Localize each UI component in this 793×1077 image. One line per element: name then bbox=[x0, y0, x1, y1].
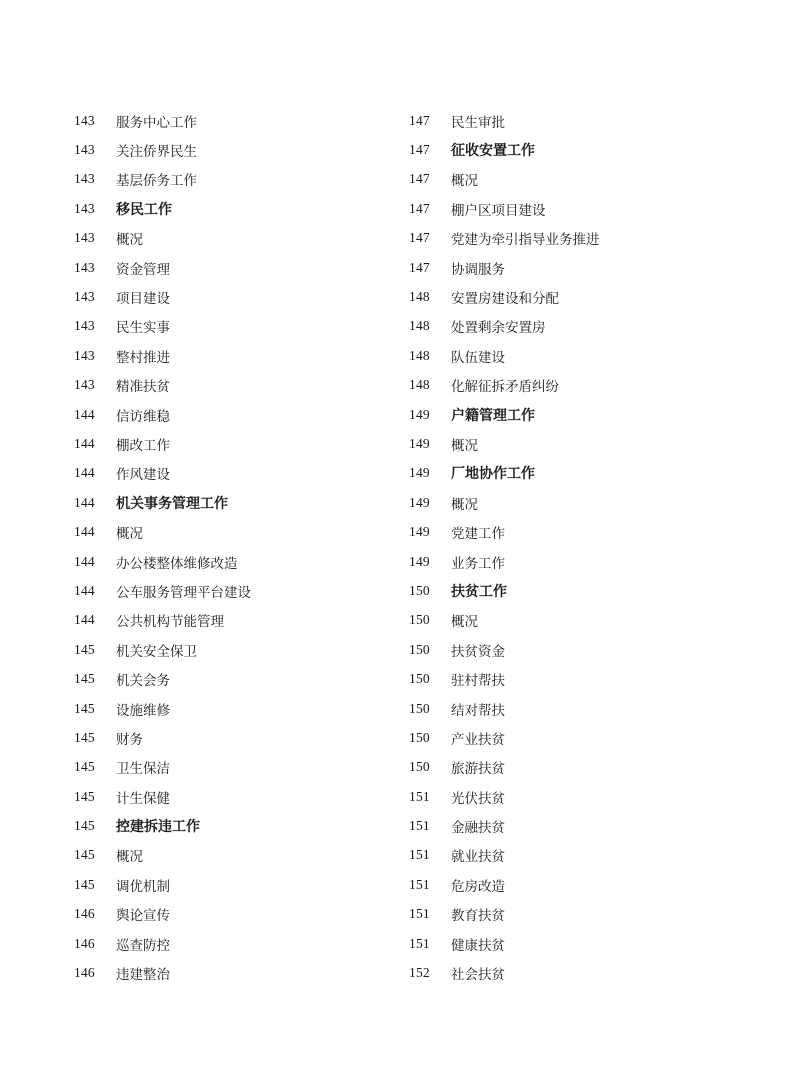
toc-entry bbox=[409, 194, 729, 223]
toc-right-column bbox=[409, 106, 729, 988]
toc-section-title: 控建拆违工作 bbox=[116, 819, 200, 836]
toc-entry bbox=[74, 282, 394, 311]
toc-entry-title: 概况 bbox=[116, 232, 143, 249]
toc-entry-title: 党建为牵引指导业务推进 bbox=[451, 232, 600, 249]
toc-entry bbox=[74, 841, 394, 870]
toc-entry-title: 违建整治 bbox=[116, 967, 170, 984]
toc-entry-title: 概况 bbox=[451, 437, 478, 454]
toc-entry bbox=[74, 870, 394, 899]
toc-entry bbox=[409, 782, 729, 811]
toc-entry-title: 卫生保洁 bbox=[116, 761, 170, 778]
toc-entry bbox=[74, 958, 394, 987]
toc-entry bbox=[74, 782, 394, 811]
toc-page-number: 145 bbox=[74, 788, 95, 804]
toc-entry bbox=[74, 723, 394, 752]
toc-page-number: 144 bbox=[74, 465, 95, 481]
toc-section-title: 机关事务管理工作 bbox=[116, 495, 228, 512]
toc-entry bbox=[409, 282, 729, 311]
toc-entry-title: 棚户区项目建设 bbox=[451, 202, 546, 219]
toc-page-number: 144 bbox=[74, 582, 95, 598]
toc-entry bbox=[409, 341, 729, 370]
toc-entry-title: 概况 bbox=[116, 849, 143, 866]
toc-entry-title: 基层侨务工作 bbox=[116, 173, 197, 190]
toc-page-number: 149 bbox=[409, 524, 430, 540]
toc-entry-title: 棚改工作 bbox=[116, 437, 170, 454]
toc-entry-title: 资金管理 bbox=[116, 261, 170, 278]
toc-left-column bbox=[74, 106, 394, 988]
toc-entry-title: 就业扶贫 bbox=[451, 849, 505, 866]
toc-page-number: 150 bbox=[409, 729, 430, 745]
toc-entry bbox=[74, 664, 394, 693]
toc-entry-title: 精准扶贫 bbox=[116, 379, 170, 396]
toc-page-number: 145 bbox=[74, 847, 95, 863]
toc-page-number: 151 bbox=[409, 876, 430, 892]
toc-page-number: 143 bbox=[74, 347, 95, 363]
toc-entry-title: 概况 bbox=[451, 496, 478, 513]
toc-entry-title: 安置房建设和分配 bbox=[451, 291, 559, 308]
toc-entry-title: 光伏扶贫 bbox=[451, 790, 505, 807]
toc-page-number: 151 bbox=[409, 935, 430, 951]
toc-page-number: 143 bbox=[74, 377, 95, 393]
toc-section-title: 征收安置工作 bbox=[451, 143, 535, 160]
toc-page-number: 145 bbox=[74, 818, 95, 834]
toc-entry bbox=[409, 811, 729, 840]
toc-entry-title: 民生审批 bbox=[451, 114, 505, 131]
toc-page-number: 144 bbox=[74, 435, 95, 451]
toc-entry bbox=[409, 429, 729, 458]
toc-page-number: 149 bbox=[409, 406, 430, 422]
toc-entry bbox=[409, 635, 729, 664]
toc-entry-title: 处置剩余安置房 bbox=[451, 320, 546, 337]
toc-entry-title: 业务工作 bbox=[451, 555, 505, 572]
toc-page-number: 145 bbox=[74, 876, 95, 892]
table-of-contents bbox=[0, 106, 793, 996]
toc-entry bbox=[74, 753, 394, 782]
toc-entry bbox=[409, 224, 729, 253]
toc-entry-title: 概况 bbox=[451, 173, 478, 190]
toc-entry-title: 化解征拆矛盾纠纷 bbox=[451, 379, 559, 396]
toc-entry bbox=[74, 694, 394, 723]
toc-page-number: 150 bbox=[409, 582, 430, 598]
toc-entry-title: 金融扶贫 bbox=[451, 820, 505, 837]
toc-entry bbox=[74, 341, 394, 370]
toc-entry bbox=[74, 459, 394, 488]
toc-entry bbox=[74, 929, 394, 958]
toc-section-title: 户籍管理工作 bbox=[451, 407, 535, 424]
toc-page-number: 150 bbox=[409, 671, 430, 687]
toc-entry bbox=[74, 900, 394, 929]
toc-entry-title: 办公楼整体维修改造 bbox=[116, 555, 238, 572]
toc-page-number: 146 bbox=[74, 906, 95, 922]
toc-entry bbox=[409, 371, 729, 400]
toc-section-title: 移民工作 bbox=[116, 201, 172, 218]
toc-entry-title: 健康扶贫 bbox=[451, 937, 505, 954]
toc-section-heading bbox=[74, 194, 394, 223]
toc-entry bbox=[409, 253, 729, 282]
toc-entry-title: 民生实事 bbox=[116, 320, 170, 337]
toc-page-number: 151 bbox=[409, 906, 430, 922]
toc-section-heading bbox=[74, 811, 394, 840]
toc-entry-title: 党建工作 bbox=[451, 526, 505, 543]
toc-entry bbox=[74, 135, 394, 164]
toc-entry bbox=[409, 723, 729, 752]
toc-entry bbox=[409, 606, 729, 635]
toc-entry bbox=[74, 224, 394, 253]
toc-entry-title: 设施维修 bbox=[116, 702, 170, 719]
toc-entry-title: 项目建设 bbox=[116, 291, 170, 308]
toc-page-number: 148 bbox=[409, 318, 430, 334]
toc-entry bbox=[409, 753, 729, 782]
toc-page-number: 145 bbox=[74, 671, 95, 687]
toc-entry bbox=[74, 371, 394, 400]
toc-entry-title: 公车服务管理平台建设 bbox=[116, 584, 251, 601]
toc-entry bbox=[409, 841, 729, 870]
toc-entry-title: 旅游扶贫 bbox=[451, 761, 505, 778]
toc-entry-title: 机关安全保卫 bbox=[116, 643, 197, 660]
toc-entry bbox=[409, 929, 729, 958]
toc-entry-title: 计生保健 bbox=[116, 790, 170, 807]
toc-entry bbox=[74, 517, 394, 546]
toc-page-number: 145 bbox=[74, 700, 95, 716]
toc-entry bbox=[74, 253, 394, 282]
toc-entry-title: 概况 bbox=[116, 526, 143, 543]
toc-page-number: 143 bbox=[74, 171, 95, 187]
toc-entry-title: 队伍建设 bbox=[451, 349, 505, 366]
toc-entry bbox=[409, 694, 729, 723]
toc-entry bbox=[409, 547, 729, 576]
toc-entry-title: 调优机制 bbox=[116, 878, 170, 895]
toc-entry-title: 协调服务 bbox=[451, 261, 505, 278]
toc-entry bbox=[74, 312, 394, 341]
toc-page-number: 145 bbox=[74, 729, 95, 745]
toc-page-number: 152 bbox=[409, 965, 430, 981]
toc-entry-title: 公共机构节能管理 bbox=[116, 614, 224, 631]
toc-entry bbox=[74, 606, 394, 635]
toc-entry-title: 社会扶贫 bbox=[451, 967, 505, 984]
toc-entry bbox=[74, 547, 394, 576]
toc-page-number: 149 bbox=[409, 494, 430, 510]
toc-entry-title: 整村推进 bbox=[116, 349, 170, 366]
toc-page-number: 146 bbox=[74, 965, 95, 981]
toc-entry bbox=[409, 517, 729, 546]
toc-entry-title: 服务中心工作 bbox=[116, 114, 197, 131]
toc-section-heading bbox=[409, 576, 729, 605]
toc-entry bbox=[409, 488, 729, 517]
toc-entry-title: 关注侨界民生 bbox=[116, 144, 197, 161]
toc-entry bbox=[74, 429, 394, 458]
toc-entry bbox=[74, 635, 394, 664]
toc-page-number: 144 bbox=[74, 553, 95, 569]
toc-entry bbox=[74, 400, 394, 429]
toc-section-heading bbox=[409, 400, 729, 429]
toc-page-number: 146 bbox=[74, 935, 95, 951]
toc-entry bbox=[409, 900, 729, 929]
toc-entry bbox=[409, 958, 729, 987]
toc-page-number: 150 bbox=[409, 700, 430, 716]
toc-section-heading bbox=[74, 488, 394, 517]
toc-page-number: 151 bbox=[409, 818, 430, 834]
toc-page-number: 151 bbox=[409, 847, 430, 863]
toc-entry-title: 财务 bbox=[116, 731, 143, 748]
toc-page-number: 143 bbox=[74, 142, 95, 158]
toc-page-number: 144 bbox=[74, 524, 95, 540]
toc-page-number: 144 bbox=[74, 406, 95, 422]
toc-entry-title: 舆论宣传 bbox=[116, 908, 170, 925]
toc-page-number: 149 bbox=[409, 435, 430, 451]
toc-section-heading bbox=[409, 459, 729, 488]
toc-entry-title: 驻村帮扶 bbox=[451, 673, 505, 690]
toc-page-number: 147 bbox=[409, 259, 430, 275]
toc-entry-title: 机关会务 bbox=[116, 673, 170, 690]
toc-page-number: 147 bbox=[409, 112, 430, 128]
toc-entry-title: 作风建设 bbox=[116, 467, 170, 484]
toc-entry-title: 结对帮扶 bbox=[451, 702, 505, 719]
toc-section-title: 扶贫工作 bbox=[451, 583, 507, 600]
toc-entry-title: 产业扶贫 bbox=[451, 731, 505, 748]
toc-page-number: 147 bbox=[409, 200, 430, 216]
toc-page-number: 147 bbox=[409, 171, 430, 187]
toc-page-number: 143 bbox=[74, 289, 95, 305]
toc-entry bbox=[409, 664, 729, 693]
toc-entry bbox=[74, 165, 394, 194]
toc-page-number: 144 bbox=[74, 494, 95, 510]
toc-page-number: 149 bbox=[409, 553, 430, 569]
toc-page-number: 148 bbox=[409, 289, 430, 305]
toc-page-number: 143 bbox=[74, 200, 95, 216]
toc-page-number: 148 bbox=[409, 377, 430, 393]
toc-entry bbox=[74, 106, 394, 135]
toc-entry-title: 巡查防控 bbox=[116, 937, 170, 954]
toc-entry bbox=[409, 106, 729, 135]
toc-page-number: 144 bbox=[74, 612, 95, 628]
toc-entry-title: 概况 bbox=[451, 614, 478, 631]
toc-page-number: 151 bbox=[409, 788, 430, 804]
toc-section-title: 厂地协作工作 bbox=[451, 466, 535, 483]
toc-page-number: 145 bbox=[74, 641, 95, 657]
toc-page-number: 143 bbox=[74, 318, 95, 334]
toc-page-number: 143 bbox=[74, 112, 95, 128]
toc-entry-title: 教育扶贫 bbox=[451, 908, 505, 925]
toc-page-number: 147 bbox=[409, 230, 430, 246]
toc-page-number: 150 bbox=[409, 759, 430, 775]
toc-page-number: 147 bbox=[409, 142, 430, 158]
toc-entry-title: 危房改造 bbox=[451, 878, 505, 895]
toc-entry-title: 信访维稳 bbox=[116, 408, 170, 425]
toc-page-number: 148 bbox=[409, 347, 430, 363]
toc-page-number: 143 bbox=[74, 230, 95, 246]
toc-page-number: 145 bbox=[74, 759, 95, 775]
toc-page-number: 149 bbox=[409, 465, 430, 481]
toc-entry bbox=[409, 870, 729, 899]
toc-entry-title: 扶贫资金 bbox=[451, 643, 505, 660]
toc-page-number: 150 bbox=[409, 612, 430, 628]
toc-entry bbox=[74, 576, 394, 605]
toc-section-heading bbox=[409, 135, 729, 164]
toc-entry bbox=[409, 165, 729, 194]
toc-page-number: 150 bbox=[409, 641, 430, 657]
toc-entry bbox=[409, 312, 729, 341]
toc-page-number: 143 bbox=[74, 259, 95, 275]
